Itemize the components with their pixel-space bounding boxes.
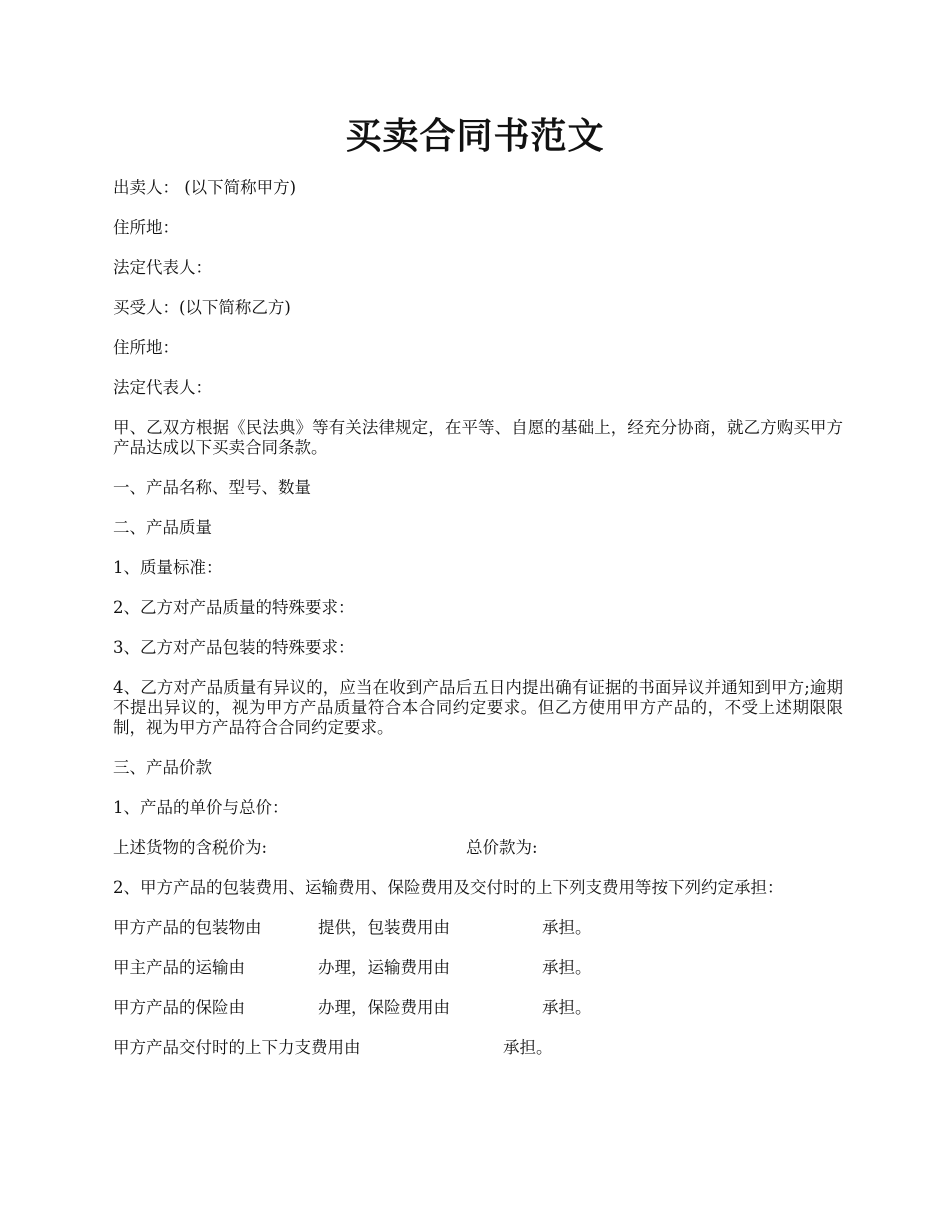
packaging-fee-label: 提供，包装费用由 [318, 918, 450, 937]
quality-objection-clause: 4、乙方对产品质量有异议的，应当在收到产品后五日内提出确有证据的书面异议并通知到甲方;逾期不提出异议的，视为甲方产品质量符合本合同约定要求。但乙方使用甲方产品的，不受上述期限限制，视为甲方产品符合合同约定要求。 [113, 678, 843, 737]
document-title: 买卖合同书范文 [345, 115, 605, 157]
quality-special-requirements: 2、乙方对产品质量的特殊要求： [113, 598, 355, 617]
transport-line [113, 958, 843, 978]
fees-clause: 2、甲方产品的包装费用、运输费用、保险费用及交付时的上下列支费用等按下列约定承担： [113, 878, 784, 897]
delivery-bear-label: 承担。 [503, 1038, 553, 1057]
seller-address: 住所地： [113, 218, 179, 237]
packaging-provider-label: 甲方产品的包装物由 [113, 918, 262, 937]
buyer-line: 买受人：(以下简称乙方) [113, 298, 291, 317]
delivery-fee-label: 甲方产品交付时的上下力支费用由 [113, 1038, 361, 1057]
seller-line: 出卖人： (以下简称甲方) [113, 178, 297, 197]
price-line [113, 838, 843, 858]
seller-representative: 法定代表人： [113, 258, 212, 277]
packaging-special-requirements: 3、乙方对产品包装的特殊要求： [113, 638, 355, 657]
goods-price-label: 上述货物的含税价为: [113, 838, 268, 857]
buyer-representative: 法定代表人： [113, 378, 212, 397]
insurance-bear-label: 承担。 [542, 998, 592, 1017]
quality-standard: 1、质量标准： [113, 558, 223, 577]
insurance-provider-label: 甲方产品的保险由 [113, 998, 245, 1017]
transport-provider-label: 甲主产品的运输由 [113, 958, 245, 977]
transport-bear-label: 承担。 [542, 958, 592, 977]
buyer-address: 住所地： [113, 338, 179, 357]
section-heading-quality: 二、产品质量 [113, 518, 212, 537]
delivery-line [113, 1038, 843, 1058]
total-price-label: 总价款为: [466, 838, 538, 857]
section-heading-price: 三、产品价款 [113, 758, 212, 777]
packaging-line [113, 918, 843, 938]
transport-fee-label: 办理，运输费用由 [318, 958, 450, 977]
preamble-paragraph: 甲、乙双方根据《民法典》等有关法律规定，在平等、自愿的基础上，经充分协商，就乙方购买甲方产品达成以下买卖合同条款。 [113, 418, 843, 457]
document-body [113, 178, 843, 1078]
insurance-line [113, 998, 843, 1018]
unit-and-total-price: 1、产品的单价与总价： [113, 798, 289, 817]
insurance-fee-label: 办理，保险费用由 [318, 998, 450, 1017]
packaging-bear-label: 承担。 [542, 918, 592, 937]
section-heading-product: 一、产品名称、型号、数量 [113, 478, 311, 497]
